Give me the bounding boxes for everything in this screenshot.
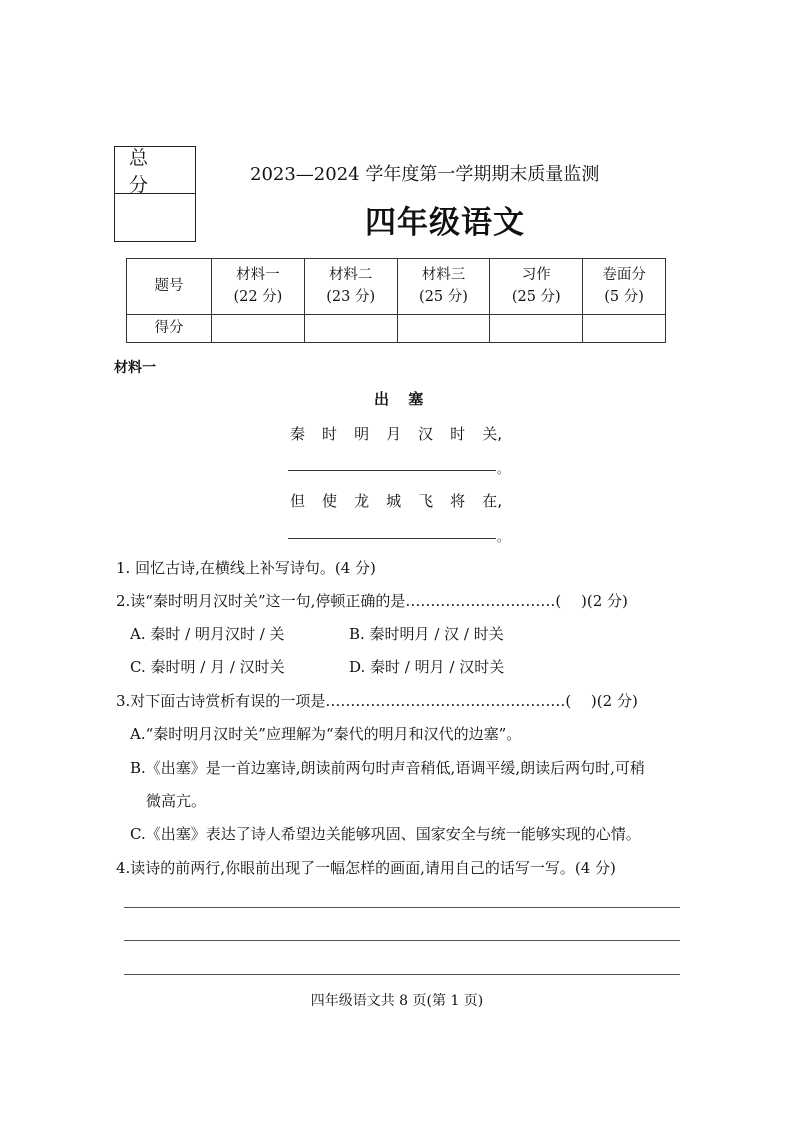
col-header-3: 材料三 (25 分) <box>397 259 490 315</box>
score-table-score-row <box>127 314 666 342</box>
question-3: 3.对下面古诗赏析有误的一项是…………………………………………( )(2 分) <box>116 692 638 710</box>
question-3-option-b[interactable]: B.《出塞》是一首边塞诗,朗读前两句时声音稍低,语调平缓,朗读后两句时,可稍 <box>130 759 645 777</box>
row-header-label: 题号 <box>127 259 212 315</box>
question-2-option-b[interactable]: B. 秦时明月 / 汉 / 时关 <box>349 625 504 643</box>
question-1: 1. 回忆古诗,在横线上补写诗句。(4 分) <box>116 559 376 577</box>
section-heading: 材料一 <box>114 360 156 376</box>
poem-line-2-period: 。 <box>497 462 510 476</box>
poem-blank-line-4[interactable] <box>288 538 496 539</box>
score-table <box>126 258 666 343</box>
poem-line-3: 但 使 龙 城 飞 将 在, <box>290 492 502 510</box>
col-header-4: 习作 (25 分) <box>490 259 583 315</box>
score-cell-5[interactable] <box>583 314 666 342</box>
question-2-option-c[interactable]: C. 秦时明 / 月 / 汉时关 <box>130 658 285 676</box>
col-header-2: 材料二 (23 分) <box>304 259 397 315</box>
score-row-label: 得分 <box>127 314 212 342</box>
total-score-box <box>114 146 196 242</box>
subject-title: 四年级语文 <box>365 205 525 241</box>
question-3-option-a[interactable]: A.“秦时明月汉时关”应理解为“秦代的明月和汉代的边塞”。 <box>130 725 522 743</box>
question-2: 2.读“秦时明月汉时关”这一句,停顿正确的是…………………………( )(2 分) <box>116 592 628 610</box>
score-cell-2[interactable] <box>304 314 397 342</box>
question-3-option-c[interactable]: C.《出塞》表达了诗人希望边关能够巩固、国家安全与统一能够实现的心情。 <box>130 825 641 843</box>
col-header-5: 卷面分 (5 分) <box>583 259 666 315</box>
question-2-option-a[interactable]: A. 秦时 / 明月汉时 / 关 <box>130 625 285 643</box>
exam-title: 2023—2024 学年度第一学期期末质量监测 <box>250 164 600 185</box>
answer-line-2[interactable] <box>124 940 680 941</box>
page-footer: 四年级语文共 8 页(第 1 页) <box>310 993 484 1009</box>
score-cell-3[interactable] <box>397 314 490 342</box>
question-4: 4.读诗的前两行,你眼前出现了一幅怎样的画面,请用自己的话写一写。(4 分) <box>116 859 616 877</box>
score-table-header-row <box>127 259 666 315</box>
question-3-option-b-cont: 微高亢。 <box>146 792 207 810</box>
total-score-field[interactable] <box>115 194 195 241</box>
total-score-label: 总 分 <box>115 147 195 194</box>
poem-line-4-period: 。 <box>497 530 510 544</box>
poem-blank-line-2[interactable] <box>288 470 496 471</box>
score-cell-4[interactable] <box>490 314 583 342</box>
answer-line-1[interactable] <box>124 907 680 908</box>
question-2-option-d[interactable]: D. 秦时 / 明月 / 汉时关 <box>349 658 505 676</box>
poem-line-1: 秦 时 明 月 汉 时 关, <box>290 425 502 443</box>
score-cell-1[interactable] <box>212 314 305 342</box>
col-header-1: 材料一 (22 分) <box>212 259 305 315</box>
answer-line-3[interactable] <box>124 974 680 975</box>
poem-title: 出 塞 <box>374 390 431 408</box>
